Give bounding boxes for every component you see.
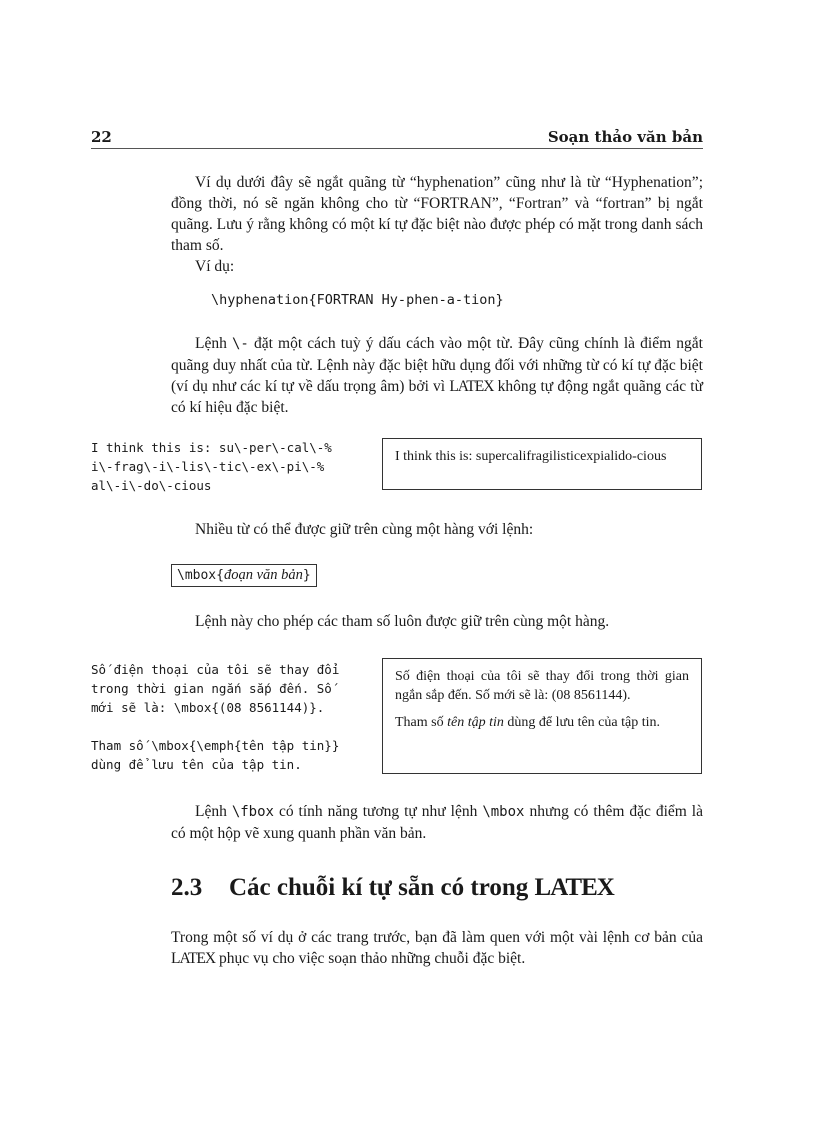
mbox-syntax-box: \mbox{đoạn văn bản} xyxy=(171,564,317,587)
example2-output-p2: Tham số tên tập tin dùng để lưu tên của tập tin. xyxy=(395,715,660,730)
example1-source-code: I think this is: su\-per\-cal\-% i\-frag\-i\-lis\-tic\-ex\-pi\-% al\-i\-do\-cious xyxy=(91,440,332,493)
running-title: Soạn thảo văn bản xyxy=(547,128,703,146)
paragraph-soft-hyphen: Lệnh \- đặt một cách tuỳ ý dấu cách vào một từ. Đây cũng chính là điểm ngắt quãng duy nhất của từ. Lệnh này đặc biệt hữu dụng đối với những từ có kí tự đặc biệt (ví dụ như các kí tự về dấu trọng âm) bởi vì LATEX không tự động ngắt quãng các từ có kí hiệu đặc biệt. xyxy=(171,335,704,416)
paragraph-mbox-desc: Lệnh này cho phép các tham số luôn được giữ trên cùng một hàng. xyxy=(195,613,610,630)
code-hyphenation: \hyphenation{FORTRAN Hy-phen-a-tion} xyxy=(211,292,504,308)
latex-logo: LATEX xyxy=(171,950,216,967)
paragraph-mbox-intro: Nhiều từ có thể được giữ trên cùng một hàng với lệnh: xyxy=(195,521,534,538)
inline-code-soft-hyphen: \- xyxy=(231,336,249,352)
example-label: Ví dụ: xyxy=(195,258,235,275)
section-number: 2.3 xyxy=(171,874,203,901)
example1-output-box xyxy=(382,438,702,490)
section-title: Các chuỗi kí tự sẵn có trong xyxy=(229,874,535,901)
paragraph-hyphenation-intro: Ví dụ dưới đây sẽ ngắt quãng từ “hyphenation” cũng như là từ “Hyphenation”; đồng thời, nó sẽ ngăn không cho từ “FORTRAN”, “Fortran” và “fortran” bị ngắt quãng. Lưu ý rằng không có một kí tự đặc biệt nào được phép có mặt trong danh sách tham số. xyxy=(171,174,703,254)
latex-logo: LATEX xyxy=(534,874,614,901)
section-heading xyxy=(171,874,614,902)
page-number: 22 xyxy=(91,128,112,146)
example2-output-box xyxy=(382,658,702,774)
inline-code-fbox: \fbox xyxy=(231,804,274,820)
paragraph-fbox: Lệnh \fbox có tính năng tương tự như lệnh \mbox nhưng có thêm đặc điểm là có một hộp vẽ xung quanh phần văn bản. xyxy=(171,803,703,842)
inline-code-mbox: \mbox xyxy=(482,804,525,820)
latex-logo: LATEX xyxy=(449,378,494,395)
page-header xyxy=(91,128,703,149)
example2-source-code: Số điện thoại của tôi sẽ thay đổi trong thời gian ngắn sắp đến. Số mới sẽ là: \mbox{(08 8561144)}. Tham số \mbox{\emph{tên tập tin}} dùng để lưu tên của tập tin. xyxy=(91,662,340,772)
mbox-argument: đoạn văn bản xyxy=(223,567,303,583)
example2-output-p1: Số điện thoại của tôi sẽ thay đổi trong thời gian ngắn sắp đến. Số mới sẽ là: (08 8561144). xyxy=(395,669,689,703)
example1-output-text: I think this is: supercalifragilisticexpialido-cious xyxy=(395,449,667,464)
paragraph-section-intro: Trong một số ví dụ ở các trang trước, bạn đã làm quen với một vài lệnh cơ bản của LATEX phục vụ cho việc soạn thảo những chuỗi đặc biệt. xyxy=(171,929,703,967)
